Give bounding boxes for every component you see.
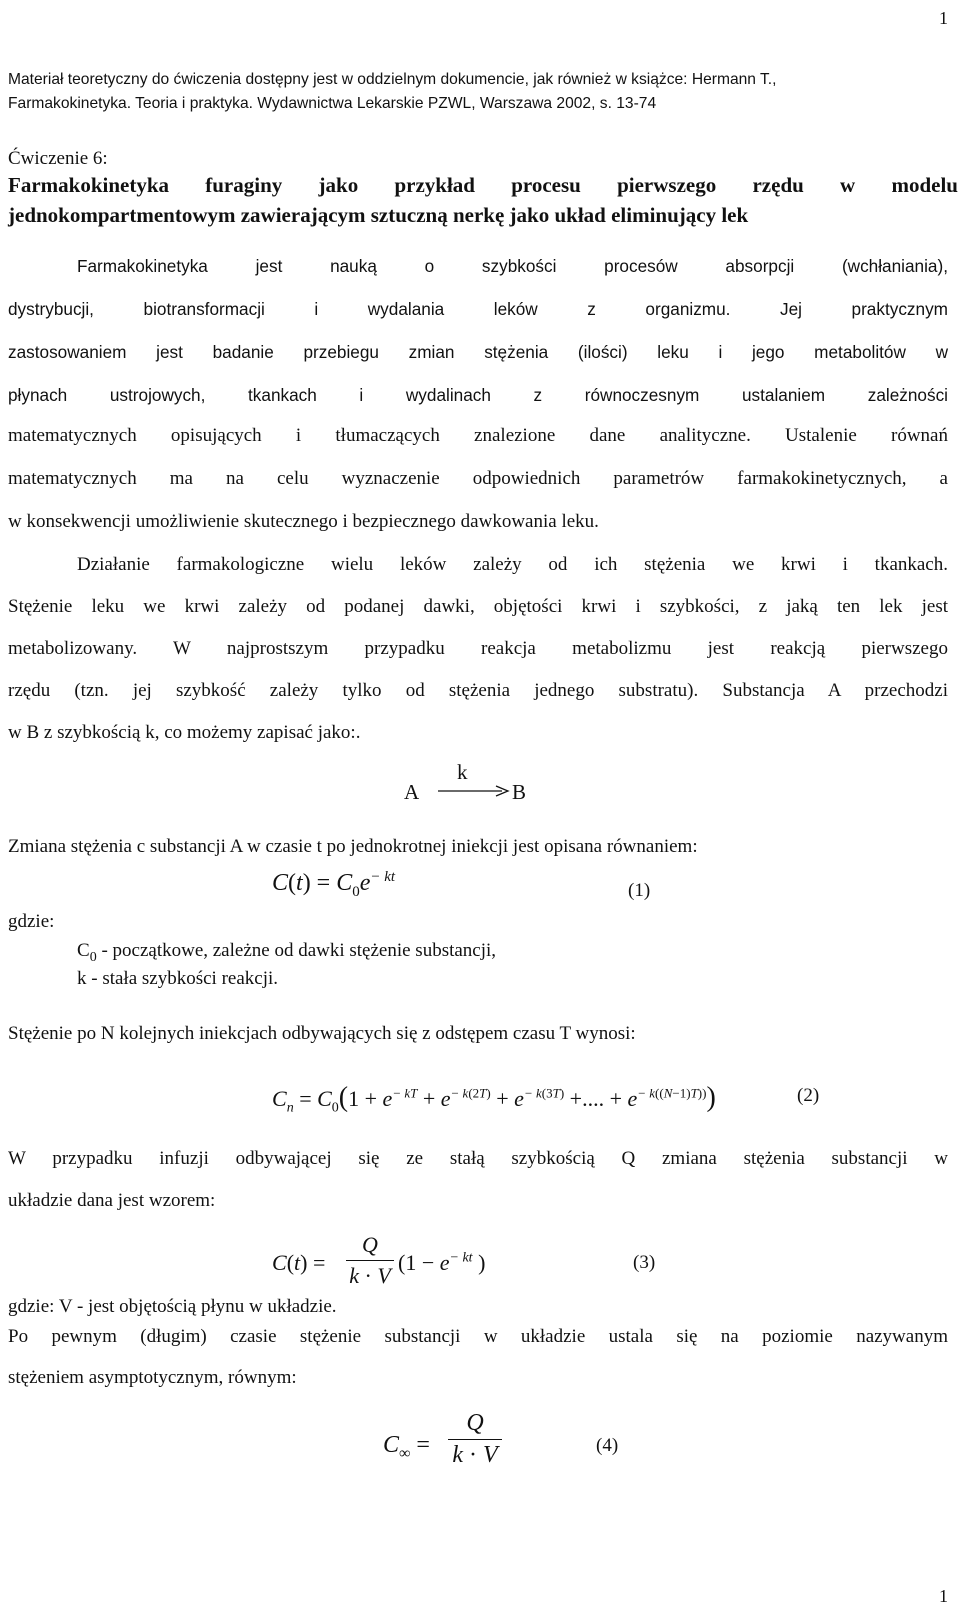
def-symbol: k	[77, 968, 87, 989]
para1-line: zastosowaniem jest badanie przebiegu zmian stężenia (ilości) leku i jego metabolitów w	[8, 342, 948, 362]
reaction-arrow	[438, 784, 510, 798]
eq1-number: (1)	[628, 880, 651, 901]
eq3-where: gdzie: V - jest objętością płynu w układzie.	[8, 1296, 337, 1317]
exercise-title	[8, 170, 958, 230]
fraction-numerator: Q	[362, 1232, 378, 1257]
fraction-numerator: Q	[466, 1410, 484, 1436]
equation-4-fraction	[448, 1410, 502, 1469]
def-subscript: 0	[89, 949, 97, 965]
para1-line: matematycznych ma na celu wyznaczenie odpowiednich parametrów farmakokinetycznych, a	[8, 468, 948, 489]
para3-line: W przypadku infuzji odbywającej się ze stałą szybkością Q zmiana stężenia substancji w	[8, 1148, 948, 1169]
definition-k	[77, 968, 278, 990]
page-number-bottom: 1	[939, 1586, 948, 1606]
exercise-title-line: jednokompartmentowym zawierającym sztuczną nerkę jako układ eliminujący lek	[8, 203, 749, 227]
def-text: - stała szybkości reakcji.	[86, 968, 279, 989]
para4-line: Po pewnym (długim) czasie stężenie substancji w układzie ustala się na poziomie nazywanym	[8, 1326, 948, 1347]
reaction-scheme	[400, 762, 540, 812]
fraction-denominator: k · V	[346, 1260, 394, 1289]
para2-line: Działanie farmakologiczne wielu leków zależy od ich stężenia we krwi i tkankach.	[77, 554, 948, 575]
def-symbol: C	[77, 940, 90, 961]
eq3-number: (3)	[633, 1252, 656, 1273]
equation-3-fraction	[346, 1232, 394, 1289]
reaction-from: A	[404, 780, 420, 804]
para2-line: w B z szybkością k, co możemy zapisać jako:.	[8, 722, 361, 743]
intro-line: Materiał teoretyczny do ćwiczenia dostępny jest w oddzielnym dokumencie, jak również w książce: Hermann T.,	[8, 71, 777, 88]
equation-3-rhs: ($1 - e^{- kt}$ )	[398, 1250, 486, 1275]
equation-1: $C(t) = C_0e^{- kt}$	[272, 869, 396, 900]
para1-line: Farmakokinetyka jest nauką o szybkości procesów absorpcji (wchłaniania),	[77, 256, 948, 276]
para2-line: Stężenie leku we krwi zależy od podanej dawki, objętości krwi i szybkości, z jaką ten lek jest	[8, 596, 948, 617]
para1-line: płynach ustrojowych, tkankach i wydalinach z równoczesnym ustalaniem zależności	[8, 385, 948, 405]
para1-line: dystrybucji, biotransformacji i wydalania leków z organizmu. Jej praktycznym	[8, 299, 948, 319]
equation-2: $C_n = C_0(1 + e^{- kT} + e^{- k(2T)} + e^{- k(3T)}$ +.... + $e^{- k((N-1)T))}$)	[272, 1082, 716, 1116]
where-label: gdzie:	[8, 911, 55, 932]
exercise-label: Ćwiczenie 6:	[8, 148, 108, 169]
eq4-number: (4)	[596, 1435, 619, 1456]
reaction-to: B	[512, 780, 527, 804]
equation-4-lhs: $C_\infty$ =	[383, 1432, 430, 1462]
para2-line: metabolizowany. W najprostszym przypadku reakcja metabolizmu jest reakcją pierwszego	[8, 638, 948, 659]
intro-reference	[8, 68, 948, 116]
para3-line: układzie dana jest wzorem:	[8, 1190, 216, 1211]
def-text: - początkowe, zależne od dawki stężenie substancji,	[96, 940, 497, 961]
para1-line: matematycznych opisujących i tłumaczących znalezione dane analityczne. Ustalenie równań	[8, 425, 948, 446]
exercise-title-line: Farmakokinetyka furaginy jako przykład procesu pierwszego rzędu w modelu	[8, 173, 958, 197]
para4-line: stężeniem asymptotycznym, równym:	[8, 1367, 297, 1388]
para1-line: w konsekwencji umożliwienie skutecznego i bezpiecznego dawkowania leku.	[8, 511, 599, 532]
fraction-denominator: k · V	[448, 1439, 502, 1469]
definition-c0	[77, 940, 497, 965]
eq1-intro: Zmiana stężenia c substancji A w czasie t po jednokrotnej iniekcji jest opisana równaniem:	[8, 836, 698, 857]
para2-line: rzędu (tzn. jej szybkość zależy tylko od stężenia jednego substratu). Substancja A przechodzi	[8, 680, 948, 701]
page-number-top: 1	[939, 8, 948, 28]
intro-line: Farmakokinetyka. Teoria i praktyka. Wydawnictwa Lekarskie PZWL, Warszawa 2002, s. 13-74	[8, 95, 657, 112]
equation-3-lhs: C(t) =	[272, 1250, 326, 1275]
eq2-number: (2)	[797, 1085, 820, 1106]
eq2-intro: Stężenie po N kolejnych iniekcjach odbywających się z odstępem czasu T wynosi:	[8, 1023, 636, 1044]
reaction-rate: k	[457, 760, 468, 784]
